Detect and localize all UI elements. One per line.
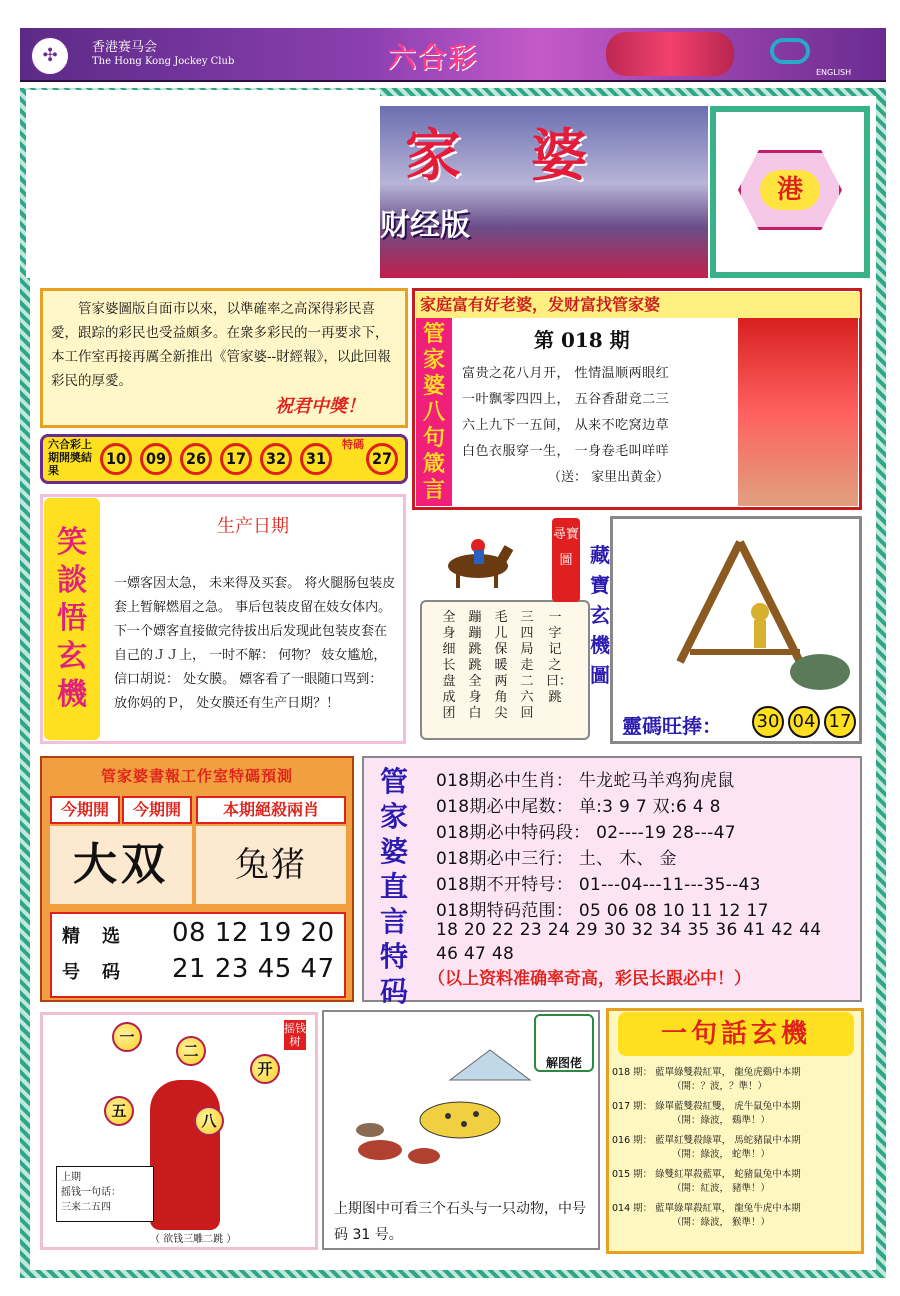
verse-footer: （送： 家里出黄金） — [548, 470, 670, 485]
entry-result: （開：綠波， 鷄準！） — [672, 1115, 771, 1126]
lantern-char: 港 — [760, 170, 820, 210]
direct-line: 018期必中生肖： 牛龙蛇马羊鸡狗虎鼠 — [436, 771, 735, 791]
result-ball: 26 — [180, 443, 212, 475]
clue-column: 三四局走二六回 — [520, 610, 534, 721]
one-line-entry — [612, 1100, 862, 1128]
direct-line: 018期不开特号： 01---04---11---35--43 — [436, 875, 761, 895]
leopard-stones-icon — [340, 1040, 540, 1180]
verse-line: 六上九下一五间， 从来不吃窝边草 — [462, 418, 670, 433]
banner-subtitle: 财经版 — [380, 208, 470, 243]
verse-line: 富贵之花八月开， 性情温顺两眼红 — [462, 366, 670, 381]
mark-six-title: 六合彩 — [388, 41, 479, 74]
intro-text: 管家婆圖版自面市以來，以準確率之高深得彩民喜愛，跟踪的彩民也受益頗多。在衆多彩民的一再要求下，本工作室再接再厲全新推出《管家婆--財經報》，以此回報彩民的厚愛。 — [51, 301, 391, 389]
verse-issue: 第 018 期 — [534, 328, 630, 352]
picks-label: 精选 — [62, 926, 142, 947]
entry-result: （開：綠波， 蛇準！） — [672, 1149, 771, 1160]
special-label: 特碼 — [342, 438, 364, 451]
intro-wish: 祝君中獎！ — [275, 396, 365, 417]
clue-column: 全身细长盘成团 — [442, 610, 456, 721]
english-link[interactable]: ENGLISH — [816, 68, 852, 77]
horse-rider-icon — [428, 528, 528, 592]
treasure-title: 藏寶玄機圖 — [590, 543, 610, 687]
one-line-entry — [612, 1134, 862, 1162]
clue-column: 毛儿保暖两角尖 — [494, 610, 508, 721]
direct-line: 018期必中特码段： 02----19 28---47 — [436, 823, 736, 843]
tree-fruit: 八 — [194, 1106, 224, 1136]
direct-note: （以上资料准确率奇高，彩民长跟必中！） — [428, 969, 751, 989]
result-ball: 10 — [100, 443, 132, 475]
joke-title: 生产日期 — [217, 516, 289, 537]
joke-side-title: 笑談悟玄機 — [44, 498, 100, 740]
direct-line: 018期特码范围： 05 06 08 10 11 12 17 — [436, 901, 769, 921]
direct-line: 46 47 48 — [436, 944, 515, 964]
one-line-entry — [612, 1202, 862, 1230]
special-ball: 27 — [366, 443, 398, 475]
lucky-ball: 04 — [788, 706, 820, 738]
horses-icon — [606, 32, 734, 76]
tree-fruit: 一 — [112, 1022, 142, 1052]
rings-logo-icon — [770, 38, 810, 64]
verse-side-title: 管家婆八句箴言 — [416, 318, 452, 506]
result-ball: 31 — [300, 443, 332, 475]
direct-line: 018期必中尾数： 单:3 9 7 双:6 4 8 — [436, 797, 721, 817]
lucky-label: 靈碼旺捧： — [622, 714, 722, 738]
org-name-cn: 香港赛马会 — [92, 40, 158, 55]
picks-label: 号码 — [62, 962, 142, 983]
tree-caption: （ 欲钱三雕二跳 ） — [150, 1234, 237, 1245]
clue-column: 蹦蹦跳跳全身白 — [468, 610, 482, 721]
entry-result: （開：綠波， 猴準！） — [672, 1217, 771, 1228]
tree-fruit: 开 — [250, 1054, 280, 1084]
direct-side-title: 管家婆直言特码 — [379, 765, 408, 1008]
prediction-main: 大双 — [50, 826, 192, 904]
tab-this-issue: 今期開 — [122, 796, 192, 824]
monkey-tree-icon — [650, 532, 850, 702]
verse-line: 一叶飘零四四上， 五谷香甜竞二三 — [462, 392, 670, 407]
picks-numbers: 21 23 45 47 — [172, 954, 335, 984]
puzzle-tag: 解图佬 — [534, 1014, 594, 1072]
intro-box — [40, 288, 408, 428]
lucky-ball: 17 — [824, 706, 856, 738]
puzzle-caption: 上期图中可看三个石头与一只动物，中号码 31 号。 — [334, 1201, 586, 1243]
joke-body: 一嫖客因太急， 未来得及买套。 将火腿肠包装皮套上暂解燃眉之急。 事后包装皮留在妓女体内。 下一个嫖客直接做完待拔出后发现此包装皮套在自己的ＪＪ上， 一时不解： 何物？ 妓女尴尬， 信口胡说： 处女膜。 嫖客看了一眼随口骂到： 放你妈的Ｐ， 处女膜还有生产日期？！ — [114, 576, 396, 711]
tree-fruit: 五 — [104, 1096, 134, 1126]
verse-line: 白色衣服穿一生， 一身卷毛叫咩咩 — [462, 444, 670, 459]
entry-result: （開：紅波， 豬準！） — [672, 1183, 771, 1194]
verse-header: 家庭富有好老婆，发财富找管家婆 — [416, 292, 860, 318]
entry-line: 014 期： 藍單綠單殺紅單， 龍兔牛虎中本期 — [612, 1203, 801, 1214]
bride-photo — [738, 318, 858, 506]
entry-line: 015 期： 綠雙紅單殺藍單， 蛇豬鼠兔中本期 — [612, 1169, 801, 1180]
hkjc-logo-icon[interactable]: ✣ — [30, 36, 70, 76]
tree-trunk — [150, 1080, 220, 1230]
prediction-header: 管家婆書報工作室特碼預測 — [100, 767, 293, 785]
one-line-title: 一句話玄機 — [618, 1012, 854, 1056]
results-label: 六合彩上期開奬結果 — [48, 438, 92, 477]
direct-line: 018期必中三行： 土、 木、 金 — [436, 849, 677, 869]
entry-line: 016 期： 藍單紅雙殺綠單， 馬蛇豬鼠中本期 — [612, 1135, 801, 1146]
blank-area — [26, 90, 380, 278]
banner-title: 家婆 — [405, 123, 657, 189]
direct-line: 18 20 22 23 24 29 30 32 34 35 36 41 42 44 — [436, 920, 822, 940]
tab-this-issue: 今期開 — [50, 796, 120, 824]
money-tree-tag: 摇钱树 — [284, 1022, 306, 1048]
prediction-kill: 兔猪 — [196, 826, 346, 904]
entry-line: 018 期： 藍單綠雙殺紅單， 龍兔虎鷄中本期 — [612, 1067, 801, 1078]
treasure-stamp: 尋寶圖 — [552, 518, 580, 602]
lucky-ball: 30 — [752, 706, 784, 738]
org-name-en: The Hong Kong Jockey Club — [92, 56, 235, 67]
clue-column: 一字记之曰：跳 — [546, 610, 573, 705]
result-ball: 17 — [220, 443, 252, 475]
entry-result: （開：？波，？準！） — [672, 1081, 768, 1092]
result-ball: 32 — [260, 443, 292, 475]
result-ball: 09 — [140, 443, 172, 475]
one-line-entry — [612, 1168, 862, 1196]
entry-line: 017 期： 綠單藍雙殺紅雙， 虎牛鼠兔中本期 — [612, 1101, 801, 1112]
tree-hint: 上期 摇钱一句话： 三来二五四 — [56, 1166, 154, 1222]
tab-kill-two: 本期絕殺兩肖 — [196, 796, 346, 824]
one-line-entry — [612, 1066, 862, 1094]
picks-numbers: 08 12 19 20 — [172, 918, 335, 948]
tree-fruit: 二 — [176, 1036, 206, 1066]
